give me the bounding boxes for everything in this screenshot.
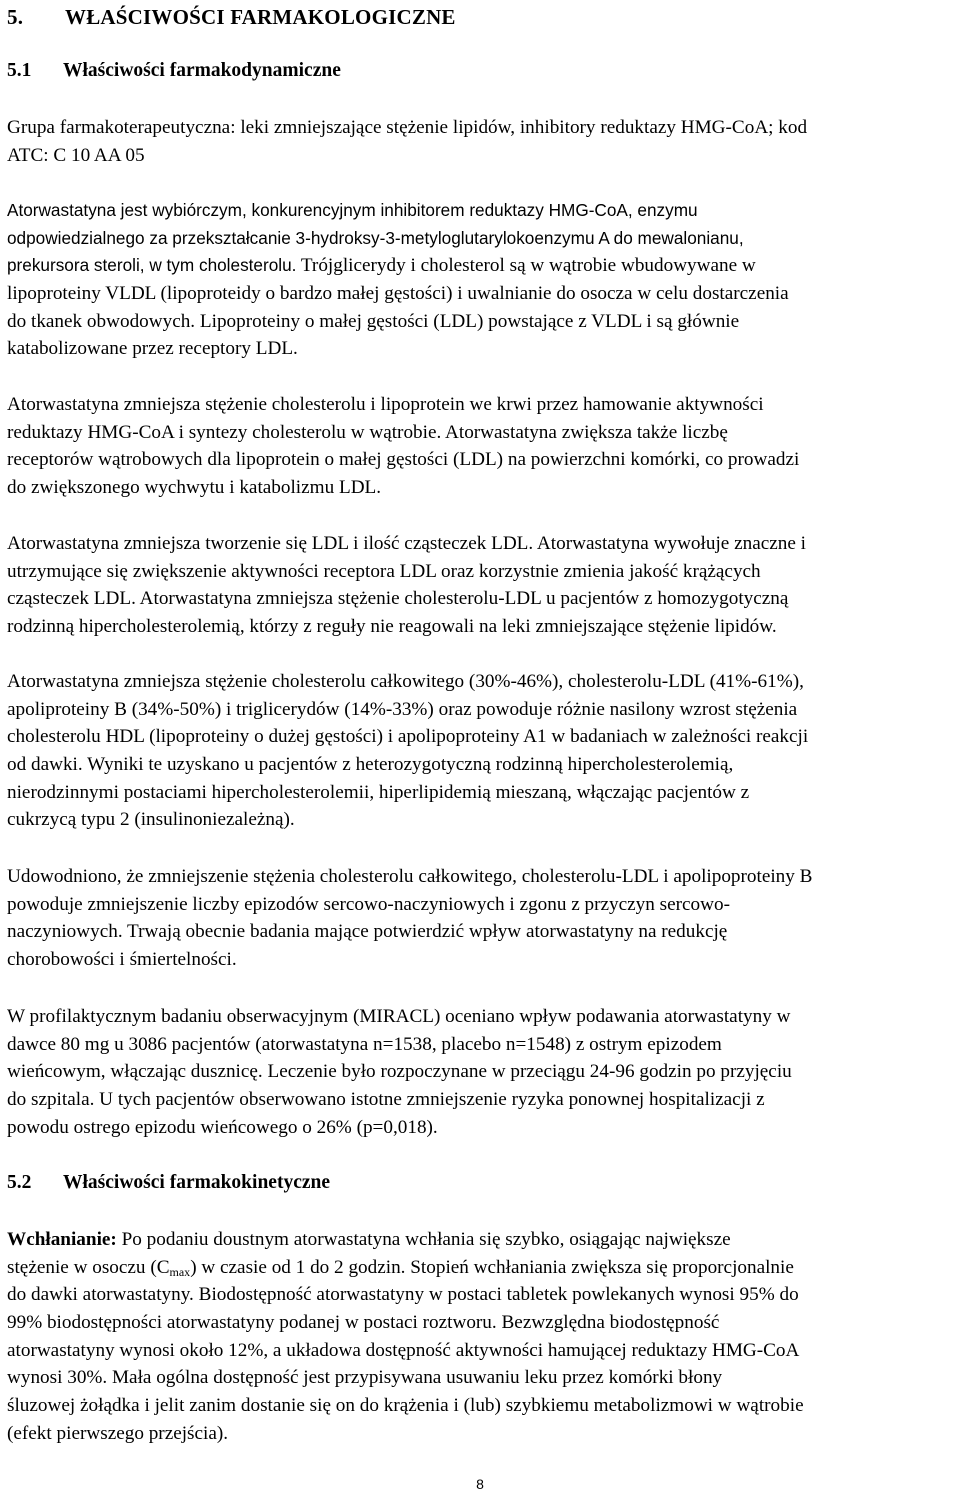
text-line: [7, 1226, 957, 1254]
text-segment: Trójglicerydy i cholesterol są w wątrobie wbudowywane w: [296, 255, 756, 277]
text-line: cholesterolu HDL (lipoproteiny o dużej gęstości) i apolipoproteiny A1 w badaniach w zależności reakcji: [7, 726, 809, 748]
text-line: cząsteczek LDL. Atorwastatyna zmniejsza stężenie cholesterolu-LDL u pacjentów z homozygotyczną: [7, 588, 789, 610]
text-line: powodu ostrego epizodu wieńcowego o 26% (p=0,018).: [7, 1116, 438, 1138]
text-segment: stężenie w osoczu (C: [7, 1256, 170, 1278]
paragraph-miracl: [7, 1003, 957, 1141]
text-line: do szpitala. U tych pacjentów obserwowano istotne zmniejszenie ryzyka ponownej hospitalizacji z: [7, 1089, 765, 1111]
section-heading-5-2: [7, 1172, 330, 1194]
subscript-max: max: [169, 1264, 191, 1279]
text-line: apoliproteiny B (34%-50%) i triglicerydów (14%-33%) oraz powoduje różnie nasilony wzrost stężenia: [7, 698, 798, 720]
text-line: [7, 1254, 957, 1282]
text-line: Atorwastatyna jest wybiórczym, konkurencyjnym inhibitorem reduktazy HMG-CoA, enzymu: [7, 200, 698, 220]
text-line: atorwastatyny wynosi około 12%, a układowa dostępność aktywności hamującej reduktazy HMG-CoA: [7, 1339, 800, 1361]
text-line: W profilaktycznym badaniu obserwacyjnym (MIRACL) oceniano wpływ podawania atorwastatyny w: [7, 1006, 791, 1027]
text-line: katabolizowane przez receptory LDL.: [7, 338, 298, 360]
text-line: rodzinną hipercholesterolemią, którzy z reguły nie reagowali na leki zmniejszające stężenie lipidów.: [7, 616, 777, 638]
page-number: 8: [476, 1476, 484, 1492]
paragraph-ldl: [7, 530, 957, 641]
section-title: WŁAŚCIWOŚCI FARMAKOLOGICZNE: [65, 5, 456, 29]
text-line: chorobowości i śmiertelności.: [7, 949, 237, 971]
text-line: Grupa farmakoterapeutyczna: leki zmniejszające stężenie lipidów, inhibitory reduktazy HMG-CoA; kod: [7, 117, 808, 138]
text-line: ATC: C 10 AA 05: [7, 144, 145, 166]
text-line: [7, 252, 957, 280]
text-line: do dawki atorwastatyny. Biodostępność atorwastatyny w postaci tabletek powlekanych wynosi 95% do: [7, 1284, 799, 1306]
text-line: utrzymujące się zwiększenie aktywności receptora LDL oraz korzystnie zmienia jakość krążących: [7, 560, 761, 582]
text-line: dawce 80 mg u 3086 pacjentów (atorwastatyna n=1538, placebo n=1548) z ostrym epizodem: [7, 1033, 722, 1055]
text-line: reduktazy HMG-CoA i syntezy cholesterolu w wątrobie. Atorwastatyna zwiększa także liczbę: [7, 421, 728, 443]
text-line: odpowiedzialnego za przekształcanie 3-hydroksy-3-metyloglutarylokoenzymu A do mewalonianu,: [7, 227, 744, 248]
text-line: naczyniowych. Trwają obecnie badania mające potwierdzić wpływ atorwastatyny na redukcję: [7, 921, 728, 943]
text-line: receptorów wątrobowych dla lipoprotein o małej gęstości (LDL) na powierzchni komórki, co prowadzi: [7, 449, 800, 471]
absorption-label: Wchłanianie:: [7, 1229, 117, 1250]
section-number: 5.1: [7, 60, 32, 81]
text-line: powoduje zmniejszenie liczby epizodów sercowo-naczyniowych i zgonu z przyczyn sercowo-: [7, 893, 730, 915]
section-number: 5.: [7, 5, 24, 29]
text-line: Udowodniono, że zmniejszenie stężenia cholesterolu całkowitego, cholesterolu-LDL i apolipoproteiny B: [7, 866, 813, 887]
text-line: 99% biodostępności atorwastatyny podanej w postaci roztworu. Bezwzględna biodostępność: [7, 1312, 720, 1334]
paragraph-pharmacotherapeutic-group: [7, 114, 957, 169]
text-line: Atorwastatyna zmniejsza stężenie cholesterolu całkowitego (30%-46%), cholesterolu-LDL (41%-61%),: [7, 671, 804, 692]
text-segment: do tkanek obwodowych.: [7, 310, 196, 332]
text-line: cukrzycą typu 2 (insulinoniezależną).: [7, 809, 295, 831]
text-line: wynosi 30%. Mała ogólna dostępność jest przypisywana usuwaniu leku przez komórki błony: [7, 1367, 723, 1389]
section-heading-5-1: [7, 60, 341, 82]
text-line: śluzowej żołądka i jelit zanim dostanie się on do krążenia i (lub) szybkiemu metabolizmowi w wątrobie: [7, 1395, 804, 1417]
text-line: wieńcowym, włączając duszniсę. Leczenie było rozpoczynane w przeciągu 24-96 godzin po przyjęciu: [7, 1061, 792, 1083]
text-segment: ) w czasie od 1 do 2 godzin. Stopień wchłaniania zwiększa się proporcjonalnie: [190, 1256, 794, 1278]
text-line: (efekt pierwszego przejścia).: [7, 1422, 229, 1444]
section-heading-5: [7, 5, 456, 30]
section-number: 5.2: [7, 1172, 32, 1193]
text-line: do zwiększonego wychwytu i katabolizmu LDL.: [7, 477, 382, 499]
paragraph-absorption: [7, 1226, 957, 1448]
text-line: od dawki. Wyniki te uzyskano u pacjentów z heterozygotyczną rodzinną hipercholesterolemią,: [7, 754, 734, 776]
text-line: lipoproteiny VLDL (lipoproteidy o bardzo małej gęstości) i uwalnianie do osocza w celu dostarczenia: [7, 283, 789, 305]
paragraph-reduction: [7, 668, 957, 834]
text-segment: Lipoproteiny o małej gęstości (LDL) powstające z VLDL i są głównie: [195, 310, 740, 332]
paragraph-effects: [7, 391, 957, 502]
text-segment: Po podaniu doustnym atorwastatyna wchłania się szybko, osiągając największe: [116, 1229, 731, 1250]
text-line: nierodzinnymi postaciami hipercholesterolemii, hiperlipidemią mieszaną, włączając pacjentów z: [7, 781, 750, 803]
text-line: Atorwastatyna zmniejsza stężenie cholesterolu i lipoprotein we krwi przez hamowanie aktywności: [7, 394, 764, 415]
section-title: Właściwości farmakokinetyczne: [63, 1172, 331, 1193]
paragraph-mechanism: [7, 197, 957, 363]
paragraph-cardiovascular: [7, 863, 957, 974]
section-title: Właściwości farmakodynamiczne: [63, 60, 341, 81]
text-line: [7, 308, 957, 336]
text-line: Atorwastatyna zmniejsza tworzenie się LDL i ilość cząsteczek LDL. Atorwastatyna wywołuje znaczne i: [7, 533, 806, 554]
text-segment: prekursora steroli, w tym cholesterolu.: [7, 255, 297, 276]
